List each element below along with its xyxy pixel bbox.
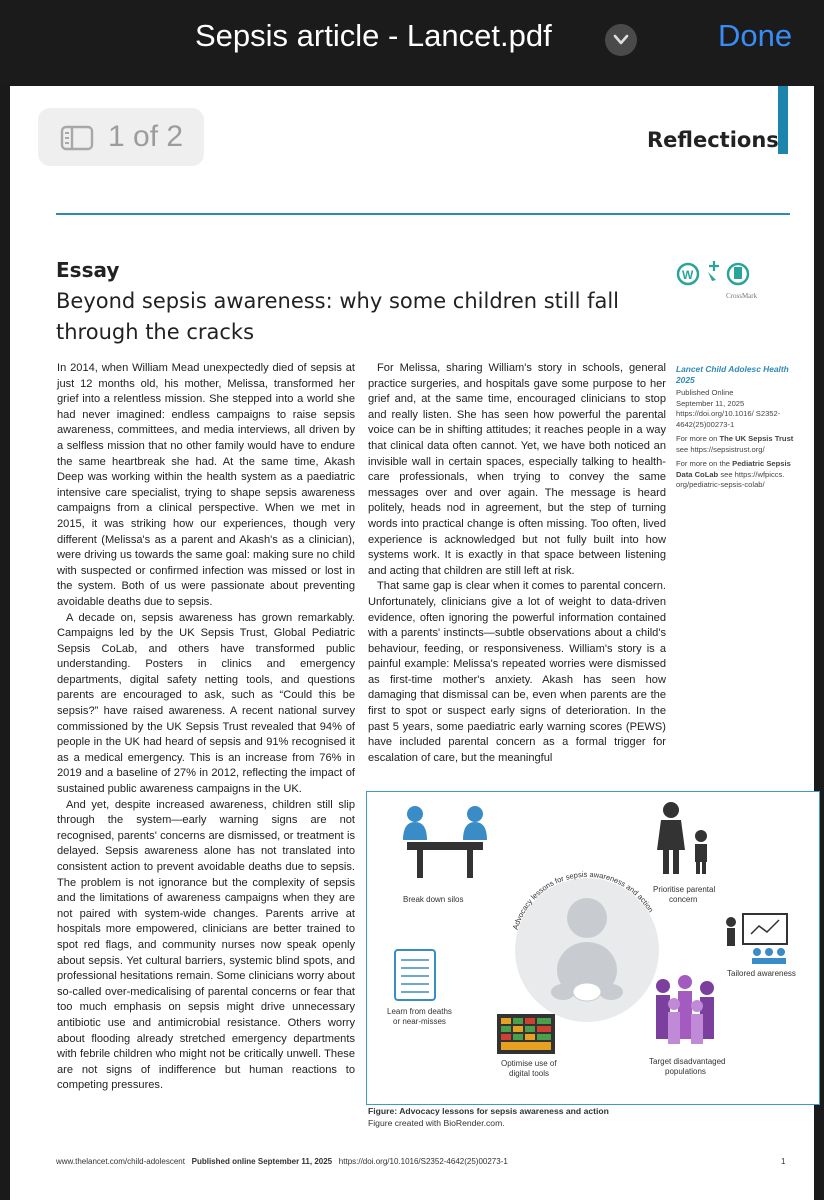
- paragraph: For Melissa, sharing William's story in schools, general practice surgeries, and hospitals gave some purpose to her grief and, at the same time, encouraged clinicians to stop and really listen. She has seen how powerful the parental voice can be in shifting attitudes; it reaches people in a way that clinical data often cannot. Yet, we have both noticed an invisible wall in certain spaces, especially talking to health-care professionals, when trying to convey the same messages over and over again. The message is heard politely, heads nod in agreement, but the step of turning words into practical change is often missing. Too often, lived experience is acknowledged but not fully built into how systems work. It is exactly in that space between listening and acting that children are still left at risk.: [368, 362, 666, 577]
- target-label-1: Target disadvantaged: [649, 1057, 726, 1066]
- footer-url[interactable]: www.thelancet.com/child-adolescent: [56, 1157, 185, 1166]
- prioritise-label-2: concern: [669, 895, 698, 904]
- section-accent-bar: [778, 86, 788, 154]
- body-column-2: [368, 361, 666, 766]
- document-list-icon: [395, 950, 435, 1000]
- uk-sepsis-trust-note[interactable]: [676, 434, 800, 455]
- footer-published: Published online September 11, 2025: [191, 1157, 333, 1166]
- dashboard-icon: [497, 1014, 555, 1054]
- note-text: For more on: [676, 434, 720, 443]
- presentation-icon: [726, 914, 787, 964]
- tailored-label: Tailored awareness: [727, 969, 796, 978]
- paragraph: That same gap is clear when it comes to parental concern. Unfortunately, clinicians give a lot of weight to data-driven evidence, often ignoring the powerful information contained with a parents' instincts—subtle observations about a child's behaviour, feeding, or responsiveness. William's story is a painful example: Melissa's repeated worries were dismissed as first-time mother's anxiety. Akash has seen how damaging that dismissal can be, even when parents are the first to spot or suspect early signs of deterioration. In the past 5 years, some paediatric early warning scores (PEWS) have included parental concern as a formal trigger for escalation of care, but the meaningful: [368, 580, 666, 764]
- note-text: see https://sepsistrust.org/: [676, 444, 765, 454]
- paragraph: And yet, despite increased awareness, children still slip through the system—early warning signs are not recognised, parents' concerns are dismissed, or treatment is delayed. Sepsis awareness alone has not translated into consistent action to prevent avoidable deaths due to sepsis. The problem is not ignorance but the complexity of sepsis and the limitations of awareness campaigns when they are not paired with system-wide changes. Parents arrive at hospitals more empowered, clinicians are better trained to spot red flags, and community nurses now speak openly about sepsis. Yet cultural barriers, systemic blind spots, and professional hesitations remain. Some clinicians worry about so-called over-medicalising of parental concerns or fear that too much emphasis on sepsis might drive unnecessary antibiotic use and antimicrobial resistance. Others worry about flooding already stretched emergency departments with febrile children who might not be critically unwell. These are not signs of indifference but human reactions to competing pressures.: [57, 798, 355, 1092]
- section-heading: Reflections: [647, 128, 779, 152]
- figure-caption: [368, 1105, 808, 1129]
- page-footer: [56, 1157, 786, 1166]
- page-indicator[interactable]: [38, 108, 204, 166]
- crossmark-badge[interactable]: [674, 258, 758, 302]
- page-indicator-text: 1 of 2: [108, 120, 184, 153]
- article-title: Beyond sepsis awareness: why some children still fall through the cracks: [56, 289, 620, 344]
- learn-label-1: Learn from deaths: [387, 1007, 452, 1016]
- paragraph: In 2014, when William Mead unexpectedly died of sepsis at just 12 months old, his mother, Melissa, transformed her grief into a relentless mission. She stepped into a world she had never imagined: endless campaigns to raise sepsis awareness, committees, and media interviews, all driven by a selfless mission that no other family would have to endure the same heartbreak she had. At the same time, Akash Deep was working within the health system as a paediatric intensive care specialist, trying to shape sepsis awareness campaigns from a clinical perspective. When we met in 2015, it was striking how our experiences, though very different (Melissa's as a parent and Akash's as a clinician), were driving us towards the same goal: making sure no child with suspected or confirmed infection was missed or lost in the system. Both of us were passionate about preventing avoidable deaths due to sepsis.: [57, 362, 355, 608]
- crossmark-label: CrossMark: [726, 292, 758, 300]
- note-bold: Pediatric Sepsis Data CoLab: [676, 459, 791, 479]
- advocacy-figure: [366, 791, 820, 1105]
- meeting-icon: [403, 806, 487, 878]
- oa-icon-letter: W: [682, 268, 694, 282]
- figure-caption-title: Figure: Advocacy lessons for sepsis awareness and action: [368, 1106, 609, 1116]
- population-icon: [656, 975, 714, 1044]
- figure-arc-label: Advocacy lessons for sepsis awareness and action: [510, 869, 656, 931]
- done-button[interactable]: Done: [718, 18, 793, 53]
- body-column-1: [57, 361, 355, 1094]
- article-metadata-sidebar: [676, 364, 800, 495]
- pdf-page[interactable]: [10, 86, 814, 1200]
- parent-child-icon: [657, 802, 707, 874]
- paragraph: A decade on, sepsis awareness has grown remarkably. Campaigns led by the UK Sepsis Trust, Global Pediatric Sepsis CoLab, and others have transformed public understanding. Posters in clinics and emergency departments, digital safety netting tools, and questions parents are encouraged to ask, such as “Could this be sepsis?” have raised awareness. A recent national survey commissioned by the UK Sepsis Trust revealed that 94% of people in the UK had heard of sepsis and 91% recognised it as a medical emergency. This is an increase from 76% in 2019 and a baseline of 27% in 2012, reflecting the impact of sustained public awareness campaigns in the UK.: [57, 611, 355, 796]
- pdf-viewer-topbar: [0, 0, 824, 86]
- article-kicker: Essay: [56, 258, 120, 282]
- figure-caption-credit: Figure created with BioRender.com.: [368, 1118, 505, 1128]
- note-text: For more on the: [676, 459, 733, 468]
- published-label: Published Online: [676, 388, 734, 397]
- page-number: 1: [781, 1157, 786, 1166]
- sidebar-toggle-icon: [60, 125, 94, 151]
- note-text: see https://wfpiccs. org/pediatric-sepsis-colab/: [676, 469, 785, 489]
- document-title[interactable]: Sepsis article - Lancet.pdf: [195, 18, 552, 53]
- journal-citation: Lancet Child Adolesc Health 2025: [676, 364, 789, 385]
- silos-label: Break down silos: [403, 895, 464, 904]
- plus-icon: [709, 261, 719, 271]
- bookmark-icon: [734, 267, 742, 279]
- title-menu-button[interactable]: [605, 24, 637, 56]
- digital-label-2: digital tools: [509, 1069, 550, 1078]
- footer-doi[interactable]: https://doi.org/10.1016/S2352-4642(25)00273-1: [338, 1157, 508, 1166]
- learn-label-2: or near-misses: [393, 1017, 446, 1026]
- sepsis-colab-note[interactable]: [676, 459, 800, 491]
- target-label-2: populations: [665, 1067, 706, 1076]
- doi-link[interactable]: https://doi.org/10.1016/ S2352-4642(25)00273-1: [676, 409, 781, 429]
- digital-label-1: Optimise use of: [501, 1059, 557, 1068]
- prioritise-label-1: Prioritise parental: [653, 885, 716, 894]
- note-bold: The UK Sepsis Trust: [719, 434, 794, 443]
- cursor-icon: [708, 272, 716, 281]
- chevron-down-icon: [613, 33, 629, 47]
- header-rule: [56, 213, 790, 215]
- figure-illustration: [367, 792, 819, 1104]
- published-date: September 11, 2025: [676, 398, 745, 408]
